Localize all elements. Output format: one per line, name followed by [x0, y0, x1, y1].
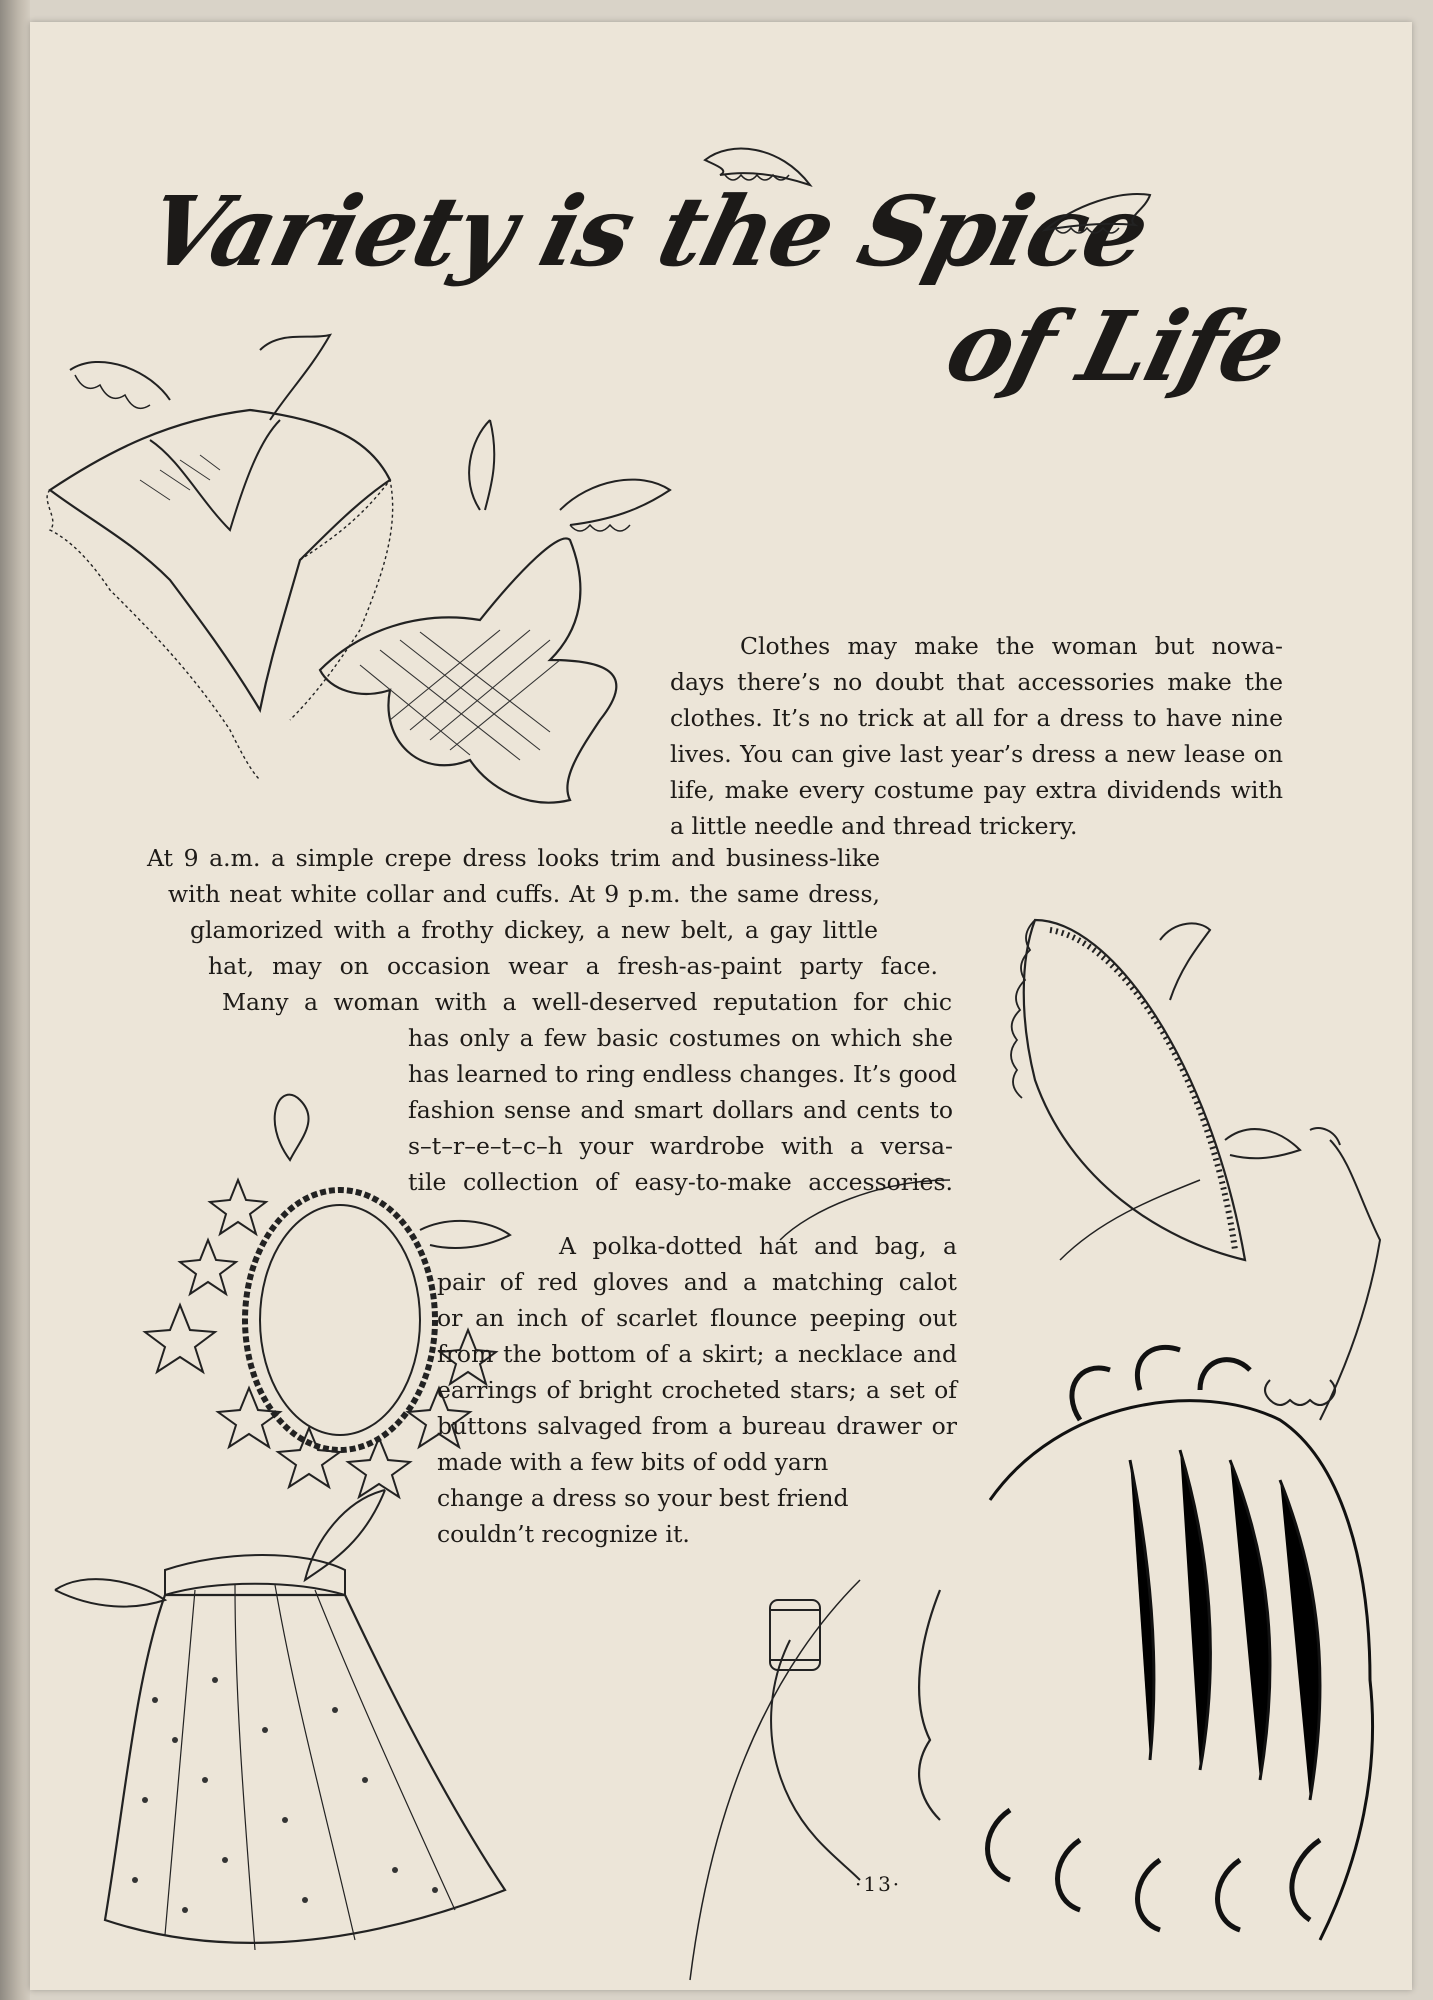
text-line: from the bottom of a skirt; a necklace and: [437, 1340, 957, 1368]
page-number: ·13·: [855, 1872, 902, 1896]
title-wing-icon: [700, 140, 820, 210]
text-line: a little needle and thread trickery.: [670, 812, 1078, 840]
title-wing-icon: [1035, 190, 1155, 250]
text-line: life, make every costume pay extra dividends with: [670, 776, 1283, 804]
text-line: lives. You can give last year’s dress a new lease on: [670, 740, 1283, 768]
winged-plaid-bow-illustration: [320, 400, 680, 820]
text-line: made with a few bits of odd yarn: [437, 1448, 829, 1476]
text-line: Many a woman with a well-deserved reputation for chic: [222, 988, 952, 1016]
winged-skirt-illustration: [45, 1480, 515, 1960]
text-line: couldn’t recognize it.: [437, 1520, 690, 1548]
text-line: fashion sense and smart dollars and cents to: [408, 1096, 953, 1124]
text-line: At 9 a.m. a simple crepe dress looks trim and business-like: [147, 844, 880, 872]
binding-edge: [0, 0, 30, 2000]
intro-paragraph: [670, 628, 1283, 844]
text-line: buttons salvaged from a bureau drawer or: [437, 1412, 957, 1440]
text-line: s–t–r–e–t–c–h your wardrobe with a versa-: [408, 1132, 953, 1160]
text-line: has only a few basic costumes on which she: [408, 1024, 953, 1052]
text-line: with neat white collar and cuffs. At 9 p.m. the same dress,: [168, 880, 880, 908]
text-line: pair of red gloves and a matching calot: [437, 1268, 957, 1296]
text-line: glamorized with a frothy dickey, a new belt, a gay little: [190, 916, 878, 944]
page-title-line-2: of Life: [935, 290, 1296, 403]
text-line: hat, may on occasion wear a fresh-as-paint party face.: [208, 952, 938, 980]
text-line: Clothes may make the woman but nowa-: [740, 632, 1283, 660]
text-line: tile collection of easy-to-make accessories.: [408, 1168, 953, 1196]
text-line: clothes. It’s no trick at all for a dress to have nine: [670, 704, 1283, 732]
text-line: change a dress so your best friend: [437, 1484, 849, 1512]
text-line: earrings of bright crocheted stars; a set of: [437, 1376, 957, 1404]
page-title-line-1: Variety is the Spice: [135, 175, 1159, 288]
text-line: has learned to ring endless changes. It’s good: [408, 1060, 957, 1088]
text-line: or an inch of scarlet flounce peeping out: [437, 1304, 957, 1332]
text-line: days there’s no doubt that accessories make the: [670, 668, 1283, 696]
accessories-paragraph: [437, 1228, 957, 1552]
text-line: A polka-dotted hat and bag, a: [559, 1232, 957, 1260]
